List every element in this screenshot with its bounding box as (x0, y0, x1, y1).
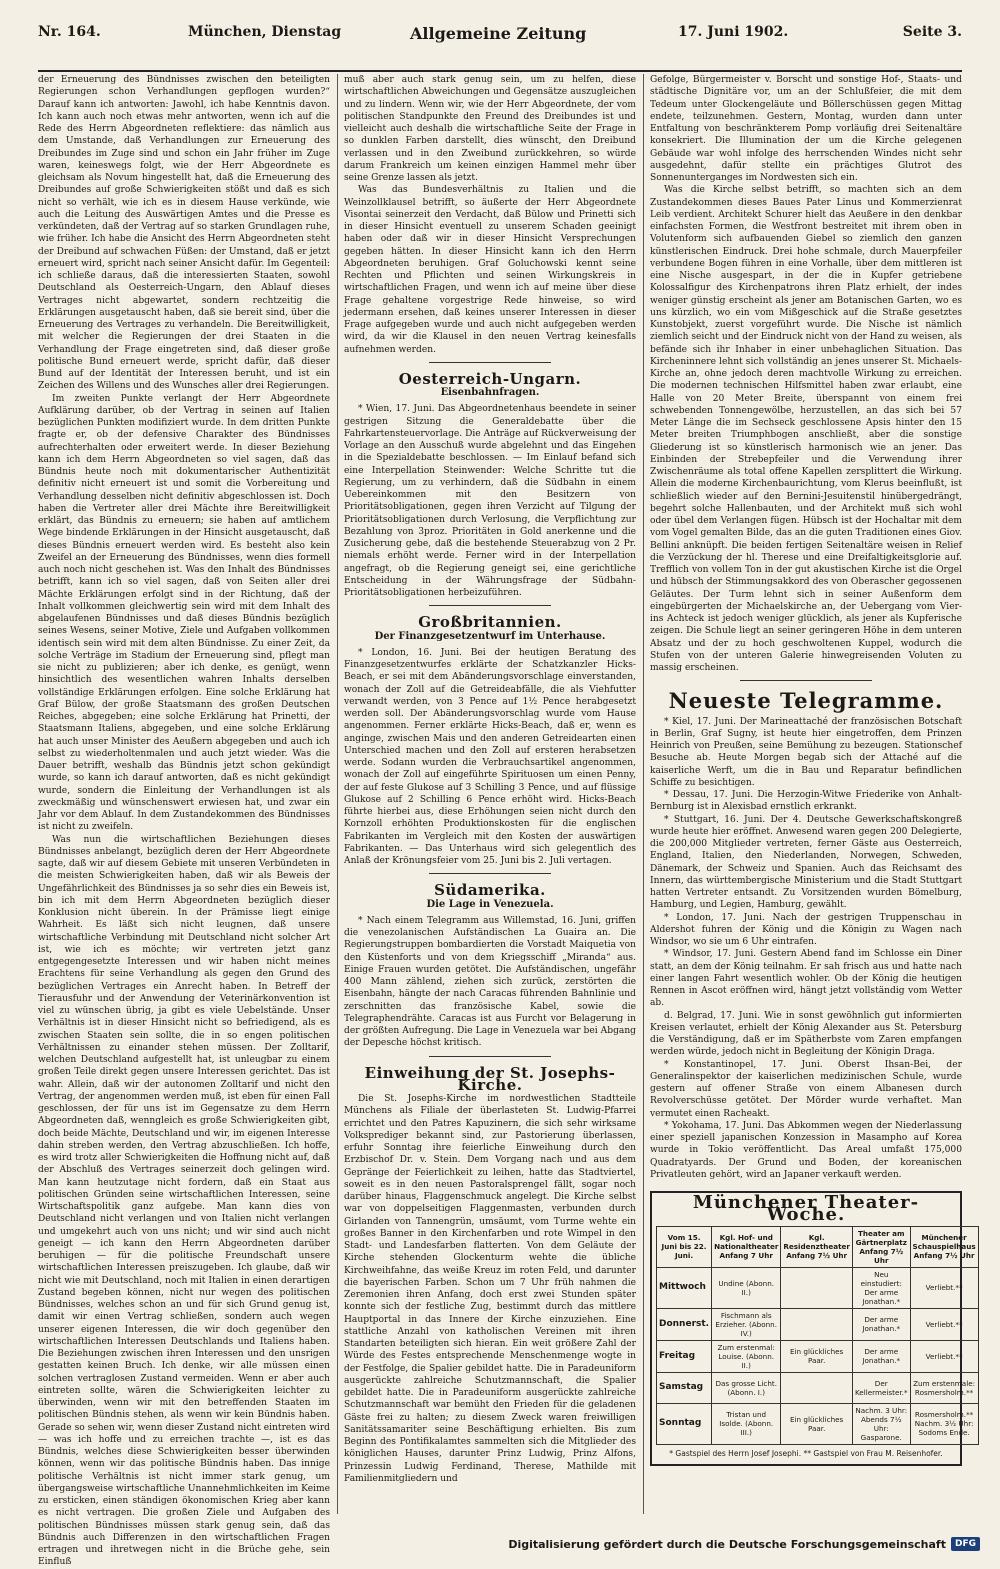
header-cell: Vom 15. Juni bis 22. Juni. (657, 1226, 712, 1267)
credit-text: Digitalisierung gefördert durch die Deutsche Forschungsgemeinschaft (508, 1537, 946, 1551)
digitization-credit (508, 1537, 980, 1551)
section-subheading: Eisenbahnfragen. (440, 387, 540, 398)
section-heading: Oesterreich-Ungarn. (398, 369, 582, 388)
table-cell (781, 1267, 853, 1308)
table-cell: Fischmann als Erzieher. (Abonn. IV.) (712, 1308, 781, 1340)
telegrams-heading: Neueste Telegramme. (668, 688, 944, 714)
table-row (657, 1372, 979, 1403)
section-divider (429, 362, 552, 363)
telegram-item: * Yokohama, 17. Juni. Das Abkommen wegen der Niederlassung einer speziell japanischen Konzession in Masampho auf Korea wurde in Tokio veröffentlicht. Das Areal umfaßt 175,000 Quadratyards. Der Grund und Boden, der koreanischen Privatleuten gehört, wird an Japaner verkauft werden. (650, 1120, 962, 1180)
header-cell: Kgl. Residenztheater Anfang 7½ Uhr (781, 1226, 853, 1267)
table-row (657, 1403, 979, 1444)
paragraph: Gefolge, Bürgermeister v. Borscht und sonstige Hof-, Staats- und städtische Dignitäre vor, um an der Schlußfeier, die mit dem Tedeum unter Glockengeläute und Böllerschüssen gegen Mittag endete, teilzunehmen. Gestern, Montag, wurden dann unter Entfaltung von beschränkterem Pomp vorläufig drei Seitenaltäre konsekriert. Die Illumination der um die Kirche gelegenen Gebäude war wohl infolge des herrschenden Windes nicht sehr ausgedehnt, dafür stellte ein prächtiges Glutrot des Sonnenunterganges im Nordwesten sich ein. (650, 75, 962, 183)
table-cell: Ein glückliches Paar. (781, 1403, 853, 1444)
telegram-item: * Konstantinopel, 17. Juni. Oberst Ihsan-Bei, der Generalinspektor der kaiserlichen medizinischen Schule, wurde gestern auf offener Straße von einem Albanesen durch Revolverschüsse getötet. Der Mörder wurde verhaftet. Man vermutet einen Racheakt. (650, 1059, 962, 1119)
paragraph: * London, 16. Juni. Bei der heutigen Beratung des Finanzgesetzentwurfes erklärte der Schatzkanzler Hicks-Beach, er sei mit dem Abänderungsvorschlage einverstanden, wonach der Zoll auf die Getreideabfälle, die als Viehfutter verwandt werden, von 3 Pence auf 1½ Pence herabgesetzt werden soll. Der Abänderungsvorschlag wurde vom Hause angenommen. Ferner erklärte Hicks-Beach, daß er, wenn es anginge, zwischen Mais und den anderen Getreidearten einen Unterschied machen und den Zoll auf ersteren herabsetzen werde. Sodann wurden die Verbrauchsartikel angenommen, wonach der Zoll auf eingeführte Spirituosen um einen Penny, der auf feste Glukose auf 3 Schilling 3 Pence, und auf flüssige Glukose auf 2 Schilling 6 Pence erhöht wird. Hicks-Beach führte hierbei aus, diese Erhöhungen seien nicht durch den Kornzoll erhöhten Produktionskosten für die englischen Fabrikanten im Vergleich mit den Kosten der auswärtigen Fabrikanten. — Das Unterhaus wird sich gelegentlich des Anlaß der Krönungsfeier vom 25. Juni bis 2. Juli vertagen. (344, 647, 636, 866)
column-1 (38, 74, 330, 1568)
newspaper-title: Allgemeine Zeitung (410, 24, 587, 43)
table-cell: Ein glückliches Paar. (781, 1340, 853, 1372)
page-number: Seite 3. (902, 24, 962, 40)
column-rule (337, 74, 338, 1514)
day-cell: Samstag (657, 1372, 712, 1403)
telegram-item: * Dessau, 17. Juni. Die Herzogin-Witwe Friederike von Anhalt-Bernburg ist in Alexisbad ernstlich erkrankt. (650, 790, 962, 813)
section-divider (429, 1056, 552, 1057)
place-day: München, Dienstag (188, 24, 342, 40)
table-cell (781, 1372, 853, 1403)
paragraph: der Erneuerung des Bündnisses zwischen den beteiligten Regierungen schon Verhandlungen gepflogen wurden?“ Darauf kann ich antworten: Jawohl, ich habe Kenntnis davon. Ich kann auch noch etwas mehr antworten, wenn ich auf die Rede des Herrn Abgeordneten reflektiere: das nämlich aus dem Umstande, daß Verhandlungen zur Erneuerung des Dreibundes im Zuge sind und schon ein Jahr früher im Zuge waren, keineswegs folgt, wie der Herr Abgeordnete es gleichsam als Novum hingestellt hat, daß die Erneuerung des Dreibundes auf große Schwierigkeiten stößt und daß es sich nicht so verhält, wie ich es in diesem Hause verkünde, wie auch die Leitung des Auswärtigen Amtes und die Presse es verkündeten, daß der Vertrag auf so starken Grundlagen ruhe, wie früher. Ich habe die Ansicht des Herrn Abgeordneten steht der Dreibund auf schwachen Füßen: der Umstand, daß er jetzt erneuert wird, spricht nach seiner Ansicht dafür. Im Gegenteil: ich schließe daraus, daß die interessierten Staaten, sowohl Deutschland als Oesterreich-Ungarn, den Ablauf dieses Vertrages nicht abgewartet, sondern rechtzeitig die Erklärungen ausgetauscht haben, daß sie bereit sind, über die Erneuerung des Vertrages zu verhandeln. Die Bereitwilligkeit, mit welcher die Regierungen der drei Staaten in die Verhandlung der Frage eingetreten sind, daß dieser große politische Bund erneuert werde, spricht dafür, daß dieser Bund auf der Identität der Interessen beruht, und ist ein Zeichen des Willens und des Wunsches aller drei Regierungen. (38, 75, 330, 392)
table-cell: Nachm. 3 Uhr: Abends 7½ Uhr: Gasparone. (852, 1403, 910, 1444)
table-cell: Der arme Jonathan.* (852, 1308, 910, 1340)
paragraph: * Nach einem Telegramm aus Willemstad, 16. Juni, griffen die venezolanischen Aufständischen La Guaira an. Die Regierungstruppen bombardierten die Vorstadt Maiquetia von den Küstenforts und von dem Kriegsschiff „Miranda“ aus. Einige Frauen wurden getötet. Die Aufständischen, ungefähr 400 Mann zählend, ziehen sich zurück, zerstörten die Eisenbahn, hängte der nach Caracas führenden Bahnlinie und zerschnitten das französische Kabel, sowie die Telegraphendrähte. Caracas ist aus Furcht vor Belagerung in der größten Aufregung. Die Lage in Venezuela war bei Abgang der Depesche höchst kritisch. (344, 915, 636, 1049)
theater-header-row (657, 1226, 979, 1267)
header-cell: Münchener Schauspielhaus Anfang 7½ Uhr (910, 1226, 978, 1267)
section-heading: Einweihung der St. Josephs-Kirche. (364, 1063, 616, 1094)
theater-table (656, 1226, 979, 1445)
section-heading: Großbritannien. (418, 613, 562, 632)
paragraph: Was die Kirche selbst betrifft, so machten sich an dem Zustandekommen dieses Baues Pater Linus und Kommerzienrat Leib verdient. Architekt Schurer hielt das Aeußere in den denkbar einfachsten Formen, die Westfront bestreitet mit ihrem oben in Volutenform sich aufbauenden Giebel so ziemlich den ganzen künstlerischen Eindruck. Drei hohe schmale, durch Mauerpfeiler verbundene Bogen führen in eine Vorhalle, über dem mittleren ist eine Nische ausgespart, in der die in Kupfer getriebene Kolossalfigur des Kirchenpatrons ihren Platz erhielt, der indes weniger günstig erscheint als jener am Botanischen Garten, wo es uns kürzlich, wo ein vom Mißgeschick auf die Straße gesetztes Kunstobjekt, zuerst vorgeführt wurde. Die Nische ist nämlich ziemlich seicht und der Eindruck nicht von der Hand zu weisen, als befände sich ihr Inhaber in einer unbehaglichen Situation. Das Kircheninnere lehnt sich vollständig an jenes unserer St. Michaels-Kirche an, ohne jedoch deren machtvolle Wirkung zu erreichen. Die modernen technischen Hilfsmittel haben zwar erlaubt, eine Halle von 20 Meter Breite, überspannt von einem frei schwebenden Tonnengewölbe, herzustellen, an das sich bei 57 Meter Länge die im Sechseck geschlossene Apsis hinter den 15 Meter breiten Triumphbogen anschließt, aber die sonstige Gliederung ist so künstlerisch harmonisch wie an jener. Das Einbinden der Strebepfeiler und die Verwendung ihrer Zwischenräume als total offene Kapellen zersplittert die Wirkung. Allein die moderne Kirchenbaurichtung, vom Klerus beeinflußt, ist schließlich wieder auf den Bernini-Jesuitenstil hinübergedrängt, begehrt solche Hallenbauten, und der Architekt muß sich wohl oder übel dem Verlangen fügen. Hübsch ist der Hochaltar mit dem vom Vogel gemalten Bilde, das an die guten Traditionen eines Giov. Bellini anknüpft. Die beiden fertigen Seitenaltäre weisen in Relief die Verzückung der hl. Therese und eine Dreifaltigkeitsglorie auf. Trefflich von vollem Ton in der gut akustischen Kirche ist die Orgel und hübsch der Stimmungsakkord des von Oberascher gegossenen Geläutes. Der Turm lehnt sich in seiner Außenform dem eingebürgerten der Michaelskirche an, der Uebergang vom Vier- ins Achteck ist jedoch weniger glücklich, als jener als Kupferische zeigen. Die Schule liegt an seiner geringeren Höhe in dem unteren Absatz und der zu hoch geschwoltenen Kuppel, wodurch die Stufen von der unteren Galerie hinwegreisenden Voluten zu massig erscheinen. (650, 185, 962, 673)
table-cell: Verliebt.** (910, 1267, 978, 1308)
table-cell: Undine (Abonn. II.) (712, 1267, 781, 1308)
theater-footnote: * Gastspiel des Herrn Josef Josephi. ** Gastspiel von Frau M. Reisenhofer. (669, 1448, 943, 1458)
table-cell: Zum erstenmal: Louise. (Abonn. II.) (712, 1340, 781, 1372)
paragraph: muß aber auch stark genug sein, um zu helfen, diese wirtschaftlichen Abweichungen und Gegensätze auszugleichen und zu lindern. Wenn wir, wie der Herr Abgeordnete, der vom politischen Standpunkte den Freund des Dreibundes ist und vielleicht auch deshalb die wirtschaftliche Seite der Frage in so dunklen Farben darstellt, dies wünscht, den Dreibund verlassen und in den Zweibund zurückkehren, so würde darum Frankreich um keinen einzigen Hammel mehr über seine Grenze lassen als jetzt. (344, 75, 636, 183)
theater-week-box (650, 1191, 976, 1466)
section-divider (429, 873, 552, 874)
table-cell: Neu einstudiert: Der arme Jonathan.* (852, 1267, 910, 1308)
table-row (657, 1308, 979, 1340)
day-cell: Sonntag (657, 1403, 712, 1444)
table-cell: Tristan und Isolde. (Abonn. III.) (712, 1403, 781, 1444)
paragraph: Was nun die wirtschaftlichen Beziehungen dieses Bündnisses anbelangt, bezüglich deren der Herr Abgeordnete sagte, daß wir auf diesem Gebiete mit unseren Verbündeten in die meisten Schwierigkeiten haben, daß wir als Beweis der Ungefährlichkeit des Bündnisses ja so sehr dies ein Beweis ist, bin ich mit dem Herrn Abgeordneten bezüglich dieser Konklusion nicht überein. In der Prämisse liegt einige Wahrheit. Es läßt sich nicht leugnen, daß unsere wirtschaftliche Verbindung mit Deutschland nicht solcher Art ist, wie ich es möchte; wir vertreten jetzt ganz entgegengesetzte Interessen und wir haben nicht meines Erachtens für seine Verhandlung als gegen den Grund des bezüglichen Vertrages ein Anrecht haben. In Betreff der Tierausfuhr und der Anwendung der Veterinärkonvention ist viel zu wünschen übrig, ja gibt es viele Uebelstände. Unser Verhältnis ist in dieser Hinsicht nicht so befriedigend, als es zwischen Staaten sein sollte, die in so engen politischen Verhältnissen zu einander stehen müssen. Der Zolltarif, welchen Deutschland aufgestellt hat, ist unleugbar zu einem großen Teile direkt gegen unsere Interessen gerichtet. Das ist wahr. Allein, daß wir der autonomen Zolltarif und nicht den Vertrag, der angenommen werden muß, ist eben für einen Fall geschlossen, der für uns ist im Gegensatze zu dem Herrn Abgeordneten daß, wenngleich es große Schwierigkeiten gibt, doch beide Mächte, Deutschland und wir, im eigenen Interesse dahin streben werden, den Vertrag abzuschließen. Ich hoffe, es wird trotz aller Schwierigkeiten die Hoffnung nicht auf, daß der Abschluß des Vertrages seinerzeit doch gelingen wird. Man kann heutzutage nicht fordern, daß ein Staat aus politischen Gründen seine wirtschaftlichen Interessen, seine Wirtschaftspolitik ganz aufgebe. Man kann dies von Deutschland nicht verlangen und von Italien nicht verlangen und umgekehrt auch von uns nicht; und wir sind auch nicht geneigt — ich kann den Herrn Abgeordneten darüber beruhigen — für die politische Freundschaft unsere wirtschaftlichen Interessen preiszugeben. Ich glaube, daß wir nicht wie mit Deutschland, noch mit Italien in einen derartigen Zustand begeben können, nicht nur wegen des politischen Bündnisses, welches schon an und für sich Grund genug ist, damit wir einen Vertrag schließen, sondern auch wegen unserer eigenen Interessen, die wir doch gegenüber den wirtschaftlichen Interessen Deutschlands und Italiens haben. Die Beziehungen zwischen ihren Interessen und den unsrigen gestatten keinen Bruch. Ich denke, wir alle müssen einen solchen vertraglosen Zustand vermeiden. Wenn er aber auch eintreten sollte, wären die Schwierigkeiten leichter zu überwinden, wenn wir mit den betreffenden Staaten im politischen Bündnis stehen, als wenn wir kein Bündnis haben. Gerade so sehen wir, wenn dieser Zustand nicht eintreten wird — was ich hoffe und zu erreichen trachte —, ist es das Bündnis, welches diese Schwierigkeiten besser überwinden können, wenn wir das politische Bündnis haben. Das innige politische Verhältnis ist nicht immer stark genug, um übergangsweise wirtschaftliche Unannehmlichkeiten im Keime zu ersticken, einen ständigen ökonomischen Krieg aber kann es nicht vertragen. Die großen Ziele und Aufgaben des politischen Bündnisses müssen stark genug sein, daß das Bündnis auch Differenzen in den wirtschaftlichen Fragen ertragen und ihretwegen nicht in die Brüche gehe, sein Einfluß (38, 834, 330, 1568)
header-cell: Theater am Gärtnerplatz Anfang 7½ Uhr (852, 1226, 910, 1267)
issue-date: 17. Juni 1902. (678, 24, 789, 40)
paragraph: Im zweiten Punkte verlangt der Herr Abgeordnete Aufklärung darüber, ob der Vertrag in seinen auf Italien bezüglichen Punkten modifiziert wurde. In dem dritten Punkte fragte er, ob der defensive Charakter des Bündnisses aufrechterhalten oder erweitert werde. In dieser Beziehung kann ich dem Herrn Abgeordneten so viel sagen, daß das Bündnis heute noch mit dokumentarischer Authentizität definitiv nicht erneuert ist und somit die Vorbereitung und Verhandlung desselben nicht definitiv abgeschlossen ist. Doch haben die Vertreter aller drei Mächte ihre Bereitwilligkeit erklärt, das Bündnis zu erneuern; sie haben auf amtlichem Wege bindende Erklärungen in der Hinsicht ausgetauscht, daß dieses Bündnis erneuert werden wird. Es besteht also kein Zweifel an der Erneuerung des Bündnisses, wenn dies formell auch noch nicht geschehen ist. Was den Inhalt des Bündnisses betrifft, kann ich so viel sagen, daß von Seiten aller drei Mächte Erklärungen erfolgt sind in der Richtung, daß der Inhalt vollkommen gleichwertig sein wird mit dem Inhalt des abgelaufenen Bündnisses und daß dieses Bündnis bezüglich seines Wesens, seiner Motive, Ziele und Aufgaben vollkommen identisch sein wird mit dem alten Bündnisse. Zu einer Zeit, da solche Verträge im Stadium der Erneuerung sind, pflegt man sie nicht zu publizieren; aber ich denke, es genügt, wenn hinsichtlich des wesentlichen wahren Inhalts derselben vollständige Erklärungen erfolgen. Eine solche Erklärung hat Graf Bülow, der große Staatsmann des großen Deutschen Reiches, abgegeben; eine solche Erklärung hat Prinetti, der Staatsmann Italiens, abgegeben, und eine solche Erklärung hat auch unser Minister des Aeußern abgegeben und auch ich selbst zu wiederholtenmalen und auch jetzt wieder. Was die Dauer betrifft, weshalb das Bündnis jetzt schon gekündigt wurde, so kann ich darauf antworten, daß es nicht gekündigt wurde, sondern die Einleitung der Verhandlungen ist als zweckmäßig und wünschenswert erwiesen hat, und zwar ein Jahr vor dem Ablauf. In dem Zustandekommen des Bündnisses ist nicht zu zweifeln. (38, 393, 330, 833)
table-row (657, 1340, 979, 1372)
table-cell (781, 1308, 853, 1340)
table-cell: Verliebt.** (910, 1308, 978, 1340)
table-cell: Das grosse Licht. (Abonn. I.) (712, 1372, 781, 1403)
day-cell: Freitag (657, 1340, 712, 1372)
masthead (38, 12, 962, 72)
telegram-item: * Stuttgart, 16. Juni. Der 4. Deutsche Gewerkschaftskongreß wurde heute hier eröffnet. Anwesend waren gegen 200 Delegierte, die 200,000 Mitglieder vertreten, ferner Gäste aus Oesterreich, England, Italien, den Niederlanden, Norwegen, Schweden, Dänemark, der Schweiz und Spanien. Auch das Reichsamt des Innern, das württembergische Ministerium und die Stadt Stuttgart hatten Vertreter entsandt. Zu Vorsitzenden wurden Bömelburg, Hamburg, und Legien, Hamburg, gewählt. (650, 814, 962, 911)
table-cell: Der arme Jonathan.* (852, 1340, 910, 1372)
section-subheading: Die Lage in Venezuela. (426, 898, 554, 910)
theater-title: Münchener Theater-Woche. (692, 1192, 920, 1226)
telegram-item: d. Belgrad, 17. Juni. Wie in sonst gewöhnlich gut informierten Kreisen verlautet, erhielt der König Alexander aus St. Petersburg die Verständigung, daß er im Spätherbste vom Zaren empfangen werden würde, jedoch nicht in Begleitung der Königin Draga. (650, 1010, 962, 1058)
column-rule (643, 74, 644, 1514)
paragraph: Was das Bundesverhältnis zu Italien und die Weinzollklausel betrifft, so äußerte der Herr Abgeordnete Visontai seinerzeit den Verdacht, daß Bülow und Prinetti sich in dieser Hinsicht eventuell zu unserem Schaden geeinigt haben oder daß wir in dieser Hinsicht Versprechungen gegeben hätten. In dieser Hinsicht kann ich den Herrn Abgeordneten beruhigen. Graf Goluchowski kennt seine Rechten und Pflichten und seinen Wirkungskreis in wirtschaftlichen Fragen, und wenn ich auf meine über diese Frage gehaltene vorgestrige Rede hinweise, so wird jedermann ersehen, daß keines unserer Interessen in dieser Frage aufgegeben wurde und auch nicht aufgegeben werden wird, da wir die Klausel in den neuen Vertrag keinesfalls aufnehmen werden. (344, 185, 636, 355)
table-cell: Der Kellermeister.* (852, 1372, 910, 1403)
telegram-item: * Windsor, 17. Juni. Gestern Abend fand im Schlosse ein Diner statt, an dem der König teilnahm. Er sah frisch aus und hatte nach einer langen Fahrt wesentlich wohler. Ob der König die heutigen Rennen in Ascot eröffnen wird, hängt jetzt vollständig vom Wetter ab. (650, 949, 962, 1009)
header-cell: Kgl. Hof- und Nationaltheater Anfang 7 Uhr (712, 1226, 781, 1267)
table-cell: Zum erstenmale: Rosmersholm.** (910, 1372, 978, 1403)
paragraph: * Wien, 17. Juni. Das Abgeordnetenhaus beendete in seiner gestrigen Sitzung die Generaldebatte über die Fahrkartensteuervorlage. Die Anträge auf Rückverweisung der Vorlage an den Ausschuß wurde abgelehnt und das Eingehen in die Spezialdebatte beschlossen. — Im Einlauf befand sich eine Interpellation Steinwender: Welche Schritte tut die Regierung, um zu verhindern, daß die Südbahn in einem Uebereinkommen mit den Besitzern von Prioritätsobligationen, gegen ihren Verzicht auf Tilgung der Prioritätsobligationen durch Verlosung, die Verpflichtung zur Bezahlung von 3proz. Prioritäten in Gold anerkenne und die Zusicherung gebe, daß die bestehende Steuerabzug von 2 Pr. niemals erhöht werde. Ferner wird in der Interpellation angefragt, ob die Regierung geneigt sei, eine gerichtliche Entscheidung in der Währungsfrage der Südbahn-Prioritätsobligationen herbeizuführen. (344, 404, 636, 598)
section-subheading: Der Finanzgesetzentwurf im Unterhause. (374, 630, 606, 642)
column-3 (650, 74, 976, 1514)
paragraph: Die St. Josephs-Kirche im nordwestlichen Stadtteile Münchens als Filiale der überlasteten St. Ludwig-Pfarrei errichtet und den Patres Kapuzinern, die sich sehr wirksame Volksprediger bekannt sind, zur Pastorierung überlassen, erfuhr Sonntag ihre feierliche Einweihung durch den Erzbischof Dr. v. Stein. Dem Vorgang nach und aus dem Gepränge der Feierlichkeit zu leihen, hatte das Stadtviertel, soweit es in den neuen Pastoralsprengel fällt, sogar noch darüber hinaus, Flaggenschmuck angelegt. Die Kirche selbst war von doppelseitigen Flaggenmasten, verbunden durch Girlanden von Tannengrün, umsäumt, vom Turme wehte ein großes Banner in den Kirchenfarben und rote Wimpel in den Stadt- und Landesfarben flatterten. Von dem Geläute der Kirche stehenden Glockenturm wehte die übliche Kirchweihfahne, das weiße Kreuz im roten Feld, und darunter die bayerischen Farben. Schon um 7 Uhr früh nahmen die Zeremonien ihren Anfang, doch erst zwei Stunden später konnte sich der festliche Zug, bestimmt durch das mittlere Hauptportal in das Innere der Kirche einzuziehen. Eine stattliche Anzahl von katholischen Vereinen mit ihren Standarten beteiligten sich hieran. Ein weit größere Zahl der Würde des Festes entsprechende Menschenmenge wogte in der Festfolge, die Spalier gebildet hatte. Die in Paradeuniform ausgerückte zahlreiche Schutzmannschaft, die Spalier gebildet hatte. Die in Paradeuniform ausgerückte zahlreiche Schutzmannschaft war bemüht den Frieden für die geladenen Gäste frei zu halten; zu diesem Zweck waren freiwilligen Sanitätssamariter seine Beschäftigung erhielten. Bis zum Beginn des Pontifikalamtes sammelten sich die Mitglieder des königlichen Hauses, darunter Prinz Ludwig, Prinz Alfons, Prinzessin Ludwig Ferdinand, Therese, Mathilde mit Familienmitgliedern und (344, 1094, 636, 1484)
table-cell: Rosmersholm.** Nachm. 3½ Uhr: Sodoms Ende. (910, 1403, 978, 1444)
column-2 (344, 74, 636, 1514)
issue-number: Nr. 164. (38, 24, 101, 40)
section-divider (429, 605, 552, 606)
section-heading: Südamerika. (434, 881, 546, 900)
day-cell: Donnerst. (657, 1308, 712, 1340)
dfg-logo-icon: DFG (951, 1537, 980, 1551)
telegram-item: * Kiel, 17. Juni. Der Marineattaché der französischen Botschaft in Berlin, Graf Sugny, ist heute hier eingetroffen, dem Prinzen Heinrich von Preußen, seine Bemühung zu bezeugen. Stationschef Besuche ab. Heute Morgen begab sich der Attaché auf die kaiserliche Werft, um die in Bau und Reparatur befindlichen Schiffe zu besichtigen. (650, 716, 962, 788)
table-cell: Verliebt.** (910, 1340, 978, 1372)
day-cell: Mittwoch (657, 1267, 712, 1308)
section-divider (740, 680, 871, 681)
table-row (657, 1267, 979, 1308)
telegram-item: * London, 17. Juni. Nach der gestrigen Truppenschau in Aldershot fuhren der König und die Königin zu Wagen nach Windsor, wo sie um 6 Uhr eintrafen. (650, 912, 962, 947)
